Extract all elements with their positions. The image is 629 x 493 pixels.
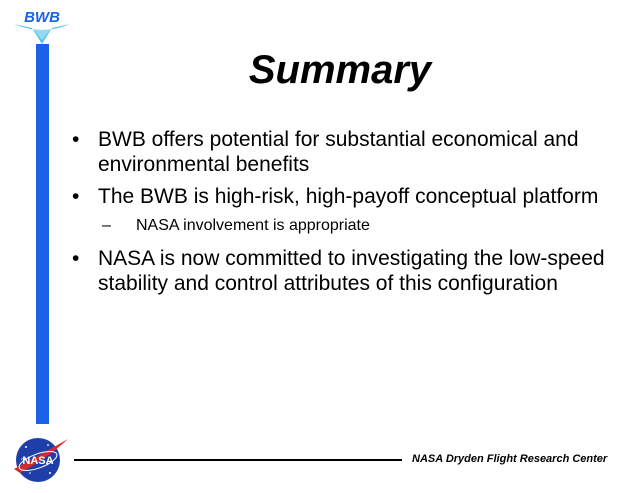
bullet-icon: • (72, 128, 80, 151)
bullet-icon: • (72, 247, 80, 270)
sub-bullet-text: NASA involvement is appropriate (136, 217, 370, 234)
page-title: Summary (248, 48, 432, 92)
footer-divider (74, 459, 402, 461)
sidebar-accent-bar (36, 44, 49, 424)
list-item (72, 184, 622, 209)
list-item (72, 127, 622, 177)
bullet-text: NASA is now committed to investigating the low-speed stability and control attributes of this configuration (98, 247, 605, 295)
bwb-logo-icon (12, 6, 72, 46)
bullet-icon: • (72, 185, 80, 208)
bwb-logo-text: BWB (24, 9, 60, 26)
bullet-list (72, 127, 622, 303)
dash-icon: – (102, 217, 111, 234)
nasa-meatball-icon (10, 433, 70, 485)
nasa-logo-text: NASA (22, 455, 54, 467)
footer-text: NASA Dryden Flight Research Center (412, 453, 608, 465)
sub-list-item (72, 216, 622, 236)
bullet-text: BWB offers potential for substantial economical and environmental benefits (98, 128, 579, 176)
bullet-text: The BWB is high-risk, high-payoff conceptual platform (98, 185, 599, 208)
list-item (72, 246, 622, 296)
